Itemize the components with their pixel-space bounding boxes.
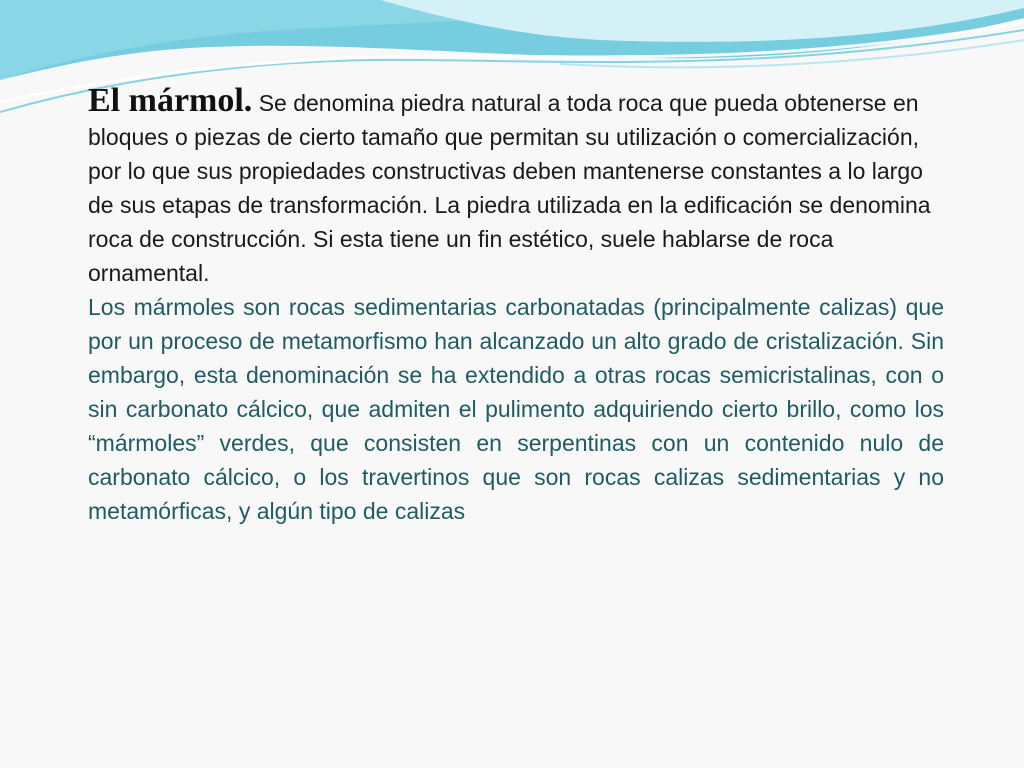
intro-paragraph — [88, 84, 944, 290]
slide-heading: El mármol. — [88, 82, 253, 119]
slide-content — [88, 84, 944, 528]
intro-text: Se denomina piedra natural a toda roca que pueda obtenerse en bloques o piezas de cierto tamaño que permitan su utilización o comercialización, por lo que sus propiedades constructivas deben mantenerse constantes a lo largo de sus etapas de transformación. La piedra utilizada en la edificación se denomina roca de construcción. Si esta tiene un fin estético, suele hablarse de roca ornamental. — [88, 90, 931, 286]
body-paragraph: Los mármoles son rocas sedimentarias carbonatadas (principalmente calizas) que por un proceso de metamorfismo han alcanzado un alto grado de cristalización. Sin embargo, esta denominación se ha extendido a otras rocas semicristalinas, con o sin carbonato cálcico, que admiten el pulimento adquiriendo cierto brillo, como los “mármoles” verdes, que consisten en serpentinas con un contenido nulo de carbonato cálcico, o los travertinos que son rocas calizas sedimentarias y no metamórficas, y algún tipo de calizas — [88, 294, 944, 524]
